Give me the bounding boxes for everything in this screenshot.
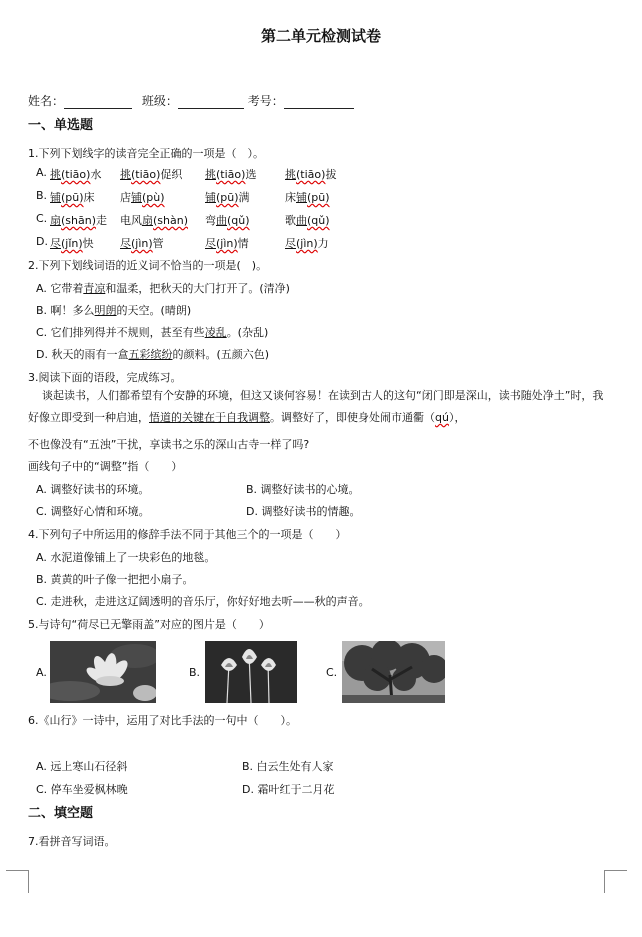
tree-illustration (342, 641, 445, 703)
term-pinyin: (jìn) (131, 237, 153, 250)
term-pinyin: (shān) (61, 214, 96, 227)
q3-passage-part4: ）， (448, 411, 466, 424)
q2-a-post: 和温柔，把秋天的大门打开了。(清净) (105, 282, 290, 295)
q3-option-d[interactable]: D. 调整好读书的情趣。 (246, 505, 361, 518)
q2-a-underlined: 青凉 (83, 282, 106, 295)
q4-option-b[interactable]: B. 黄黄的叶子像一把把小扇子。 (36, 573, 194, 586)
q1-option-term (205, 189, 250, 205)
term-pinyin: (tiāo) (131, 168, 161, 181)
q1-option-term (50, 189, 95, 205)
q2-stem: 2.下列下划线词语的近义词不恰当的一项是( )。 (28, 259, 268, 272)
term-pinyin: (tiāo) (61, 168, 91, 181)
q5-label-c: C. (326, 666, 338, 679)
q4-option-c[interactable]: C. 走进秋，走进这辽阔透明的音乐厅，你好好地去听——秋的声音。 (36, 595, 370, 608)
term-pinyin: (pū) (307, 191, 330, 204)
q1-stem: 1.下列下划线字的读音完全正确的一项是（ ）。 (28, 147, 264, 160)
tree-image[interactable] (342, 641, 445, 703)
q4-stem: 4.下列句子中所运用的修辞手法不同于其他三个的一项是（ ） (28, 528, 347, 541)
q3-subquestion: 画线句子中的“调整”指（ ） (28, 460, 183, 473)
q1-option-term (285, 189, 330, 205)
q2-a-pre: A. 它带着 (36, 282, 84, 295)
q3-passage-line3: 不也像没有“五浊”干扰，享读书之乐的深山古寺一样了吗? (28, 438, 310, 451)
term-suffix: 快 (82, 237, 94, 250)
q3-passage-part2: 处净土”时，我好像立即受到一种启迪， (28, 389, 604, 424)
q2-option-a[interactable] (36, 280, 290, 296)
term-suffix: 管 (152, 237, 164, 250)
term-underlined-char: 尽 (205, 237, 216, 250)
q3-passage-underlined: 悟道的关键在于自我调整 (149, 411, 270, 424)
q2-b-post: 的天空。(晴朗) (116, 304, 192, 317)
q5-stem: 5.与诗句“荷尽已无擎雨盖”对应的图片是（ ） (28, 618, 270, 631)
q1-option-term (50, 235, 94, 251)
term-prefix: 店 (120, 191, 131, 204)
q2-c-pre: C. 它们排列得并不规则，甚至有些 (36, 326, 205, 339)
q2-option-b[interactable] (36, 302, 191, 318)
term-suffix: 情 (237, 237, 249, 250)
term-prefix: 弯 (205, 214, 216, 227)
term-suffix: 走 (96, 214, 107, 227)
term-underlined-char: 挑 (50, 168, 61, 181)
term-underlined-char: 曲 (216, 214, 227, 227)
withered-lotus-illustration (205, 641, 297, 703)
term-suffix: 床 (83, 191, 95, 204)
q1-option-term (285, 212, 330, 228)
q1-option-term (120, 189, 165, 205)
name-blank[interactable] (64, 96, 132, 109)
page-title: 第二单元检测试卷 (260, 27, 381, 45)
term-underlined-char: 铺 (296, 191, 307, 204)
q1-option-letter[interactable]: C. (36, 212, 48, 225)
class-label: 班级： (141, 94, 178, 108)
q1-option-letter[interactable]: D. (36, 235, 48, 248)
q3-option-a[interactable]: A. 调整好读书的环境。 (36, 483, 150, 496)
term-pinyin: (shàn) (153, 214, 188, 227)
q5-label-b: B. (189, 666, 201, 679)
q3-passage-part3: 。调整好了，即使身处闹市通衢（ (270, 411, 435, 424)
q3-option-b[interactable]: B. 调整好读书的心境。 (246, 483, 360, 496)
lotus-flower-image[interactable] (50, 641, 156, 703)
q1-option-term (285, 235, 329, 251)
term-pinyin: (qǔ) (307, 214, 330, 227)
term-prefix: 电风 (120, 214, 142, 227)
q2-b-underlined: 明朗 (94, 304, 117, 317)
term-underlined-char: 尽 (285, 237, 296, 250)
q1-option-term (205, 235, 249, 251)
q6-option-b[interactable]: B. 白云生处有人家 (242, 760, 334, 773)
q2-option-d[interactable] (36, 346, 269, 362)
term-underlined-char: 挑 (285, 168, 296, 181)
q6-option-a[interactable]: A. 远上寒山石径斜 (36, 760, 128, 773)
term-suffix: 水 (90, 168, 102, 181)
class-blank[interactable] (178, 96, 244, 109)
term-underlined-char: 铺 (131, 191, 142, 204)
term-underlined-char: 扇 (50, 214, 61, 227)
q1-option-term (205, 212, 250, 228)
q4-option-a[interactable]: A. 水泥道像铺上了一块彩色的地毯。 (36, 551, 216, 564)
term-suffix: 选 (245, 168, 257, 181)
term-prefix: 歌 (285, 214, 296, 227)
q2-b-pre: B. 啊！多么 (36, 304, 95, 317)
page-corner-mark-left (6, 870, 29, 893)
section-heading-2: 二、填空题 (28, 806, 94, 821)
term-underlined-char: 扇 (142, 214, 153, 227)
withered-lotus-image[interactable] (205, 641, 297, 703)
term-underlined-char: 铺 (205, 191, 216, 204)
q6-option-d[interactable]: D. 霜叶红于二月花 (242, 783, 335, 796)
term-pinyin: (pū) (216, 191, 239, 204)
term-underlined-char: 挑 (205, 168, 216, 181)
q1-option-term (120, 212, 188, 228)
exam-no-label: 考号： (247, 94, 284, 108)
q6-option-c[interactable]: C. 停车坐爱枫林晚 (36, 783, 128, 796)
q1-option-term (120, 235, 164, 251)
page-corner-mark-right (604, 870, 627, 893)
term-pinyin: (tiāo) (216, 168, 246, 181)
term-pinyin: (pù) (142, 191, 165, 204)
term-pinyin: (pū) (61, 191, 84, 204)
term-pinyin: (jìn) (296, 237, 318, 250)
term-pinyin: (jìn) (216, 237, 238, 250)
term-suffix: 拔 (325, 168, 337, 181)
q3-option-c[interactable]: C. 调整好心情和环境。 (36, 505, 150, 518)
q5-label-a: A. (36, 666, 47, 679)
q2-c-underlined: 凌乱 (204, 326, 227, 339)
term-suffix: 促织 (160, 168, 183, 181)
q1-option-term (50, 166, 101, 182)
term-suffix: 力 (317, 237, 329, 250)
name-label: 姓名： (28, 94, 65, 108)
q1-option-term (205, 166, 256, 182)
term-pinyin: (tiāo) (296, 168, 326, 181)
q3-passage-part1: 谈起读书，人们都希望有个安静的环境，但这又谈何容易！在读到古人的这句“闭门即是深山，读书随 (42, 389, 532, 402)
section-heading-1: 一、单选题 (28, 118, 94, 133)
q2-d-pre: D. 秋天的雨有一盒 (36, 348, 129, 361)
q3-passage (28, 385, 614, 429)
term-prefix: 床 (285, 191, 296, 204)
term-underlined-char: 曲 (296, 214, 307, 227)
q2-option-c[interactable] (36, 324, 268, 340)
term-pinyin: (qǔ) (227, 214, 250, 227)
q3-stem: 3.阅读下面的语段，完成练习。 (28, 371, 182, 384)
q3-passage-pinyin: qú (435, 411, 449, 424)
q1-option-letter[interactable]: B. (36, 189, 48, 202)
q1-option-term (120, 166, 182, 182)
q2-d-post: 的颜料。(五颜六色) (172, 348, 270, 361)
lotus-flower-illustration (50, 641, 156, 703)
q6-stem: 6.《山行》一诗中，运用了对比手法的一句中（ ）。 (28, 714, 297, 727)
term-underlined-char: 尽 (50, 237, 61, 250)
q7-stem: 7.看拼音写词语。 (28, 835, 116, 848)
term-suffix: 满 (238, 191, 250, 204)
student-info-line (28, 92, 354, 109)
exam-no-blank[interactable] (284, 96, 354, 109)
q1-option-letter[interactable]: A. (36, 166, 47, 179)
term-underlined-char: 挑 (120, 168, 131, 181)
term-underlined-char: 铺 (50, 191, 61, 204)
q1-option-term (50, 212, 107, 228)
term-pinyin: (jǐn) (61, 237, 83, 250)
q2-d-underlined: 五彩缤纷 (128, 348, 173, 361)
q2-c-post: 。(杂乱) (226, 326, 269, 339)
q1-option-term (285, 166, 336, 182)
term-underlined-char: 尽 (120, 237, 131, 250)
